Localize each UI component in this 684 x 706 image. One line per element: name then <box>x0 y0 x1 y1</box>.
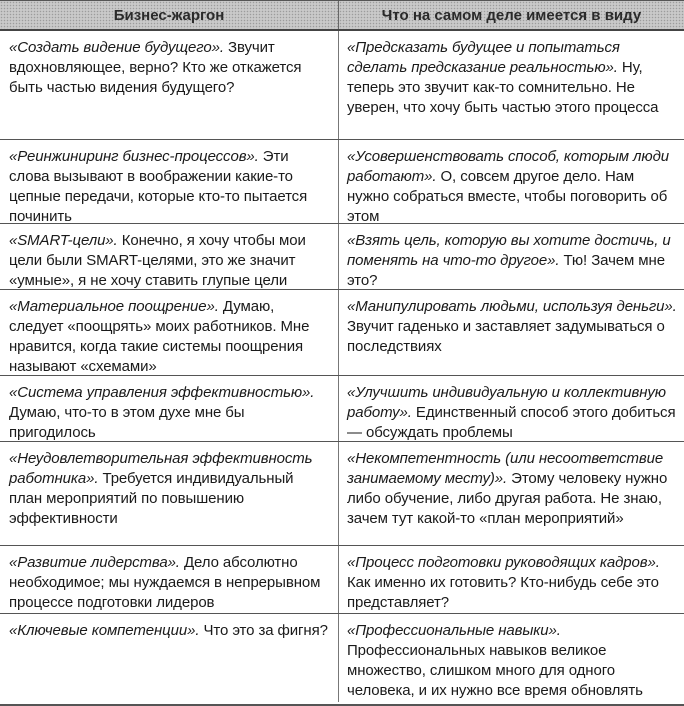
jargon-term: «SMART-цели». <box>9 232 118 249</box>
meaning-term: «Улучшить индивидуальную и коллективную работу». <box>347 384 666 421</box>
jargon-term: «Система управления эффективностью». <box>9 384 315 401</box>
meaning-term: «Предсказать будущее и попытаться сделать предсказание реальностью». <box>347 39 620 76</box>
table-row <box>0 614 684 702</box>
meaning-comment: Ну, теперь это звучит как-то сомнительно. Не уверен, что хочу быть частью этого процесса <box>347 59 659 116</box>
jargon-comment: Думаю, что-то в этом духе мне бы пригодилось <box>9 404 245 441</box>
meaning-term: «Процесс подготовки руководящих кадров». <box>347 554 660 571</box>
jargon-cell <box>0 140 339 223</box>
meaning-cell <box>339 376 684 441</box>
table-header <box>0 1 684 31</box>
meaning-comment: Тю! Зачем мне это? <box>347 252 665 289</box>
meaning-cell <box>339 442 684 545</box>
jargon-cell <box>0 614 339 702</box>
jargon-term: «Неудовлетворительная эффективность работника». <box>9 450 313 487</box>
jargon-term: «Развитие лидерства». <box>9 554 180 571</box>
jargon-cell <box>0 442 339 545</box>
jargon-comment: Звучит вдохновляющее, верно? Кто же откажется быть частью видения будущего? <box>9 39 302 96</box>
table-row <box>0 290 684 376</box>
meaning-term: «Профессиональные навыки». <box>347 622 561 639</box>
table-row <box>0 140 684 224</box>
meaning-comment: Профессиональных навыков великое множество, слишком много для одного человека, и их нужно все время обновлять <box>347 642 643 699</box>
meaning-cell <box>339 224 684 289</box>
jargon-comment: Думаю, следует «поощрять» моих работников. Мне нравится, когда такие системы поощрения называют «схемами» <box>9 298 310 375</box>
table-row <box>0 546 684 614</box>
meaning-cell <box>339 140 684 223</box>
jargon-term: «Реинжиниринг бизнес-процессов». <box>9 148 259 165</box>
meaning-cell <box>339 614 684 702</box>
table-row <box>0 224 684 290</box>
table-row <box>0 31 684 140</box>
header-business-jargon: Бизнес-жаргон <box>0 1 339 29</box>
header-actual-meaning: Что на самом деле имеется в виду <box>381 6 642 24</box>
meaning-term: «Некомпетентность (или несоответствие занимаемому месту)». <box>347 450 664 487</box>
meaning-comment: Звучит гаденько и заставляет задумываться о последствиях <box>347 318 665 355</box>
jargon-cell <box>0 224 339 289</box>
table-row <box>0 376 684 442</box>
meaning-cell <box>339 290 684 375</box>
meaning-term: «Манипулировать людьми, используя деньги». <box>347 298 677 315</box>
jargon-cell <box>0 290 339 375</box>
jargon-term: «Материальное поощрение». <box>9 298 219 315</box>
meaning-comment: Единственный способ этого добиться — обсуждать проблемы <box>347 404 676 441</box>
meaning-comment: О, совсем другое дело. Нам нужно собраться вместе, чтобы поговорить об этом <box>347 168 668 225</box>
jargon-comment: Что это за фигня? <box>199 622 328 639</box>
jargon-cell <box>0 546 339 613</box>
jargon-comment: Эти слова вызывают в воображении какие-то цепные передачи, которые кто-то пытается починить <box>9 148 308 225</box>
jargon-comment: Дело абсолютно необходимое; мы нуждаемся в непрерывном процессе подготовки лидеров <box>9 554 321 611</box>
jargon-term: «Ключевые компетенции». <box>9 622 200 639</box>
meaning-comment: Как именно их готовить? Кто-нибудь себе это представляет? <box>347 574 659 611</box>
jargon-term: «Создать видение будущего». <box>9 39 224 56</box>
meaning-cell <box>339 31 684 139</box>
meaning-term: «Усовершенствовать способ, которым люди работают». <box>347 148 670 185</box>
table-row <box>0 442 684 546</box>
jargon-cell <box>0 31 339 139</box>
meaning-comment: Этому человеку нужно либо обучение, либо другая работа. Не знаю, зачем тут какой-то «план мероприятий» <box>347 470 668 527</box>
jargon-comment: Требуется индивидуальный план мероприятий по повышению эффективности <box>9 470 294 527</box>
jargon-cell <box>0 376 339 441</box>
meaning-cell <box>339 546 684 613</box>
meaning-term: «Взять цель, которую вы хотите достичь, и поменять на что-то другое». <box>347 232 671 269</box>
jargon-comment: Конечно, я хочу чтобы мои цели были SMART-целями, это же значит «умные», я не хочу ставить глупые цели <box>9 232 306 289</box>
